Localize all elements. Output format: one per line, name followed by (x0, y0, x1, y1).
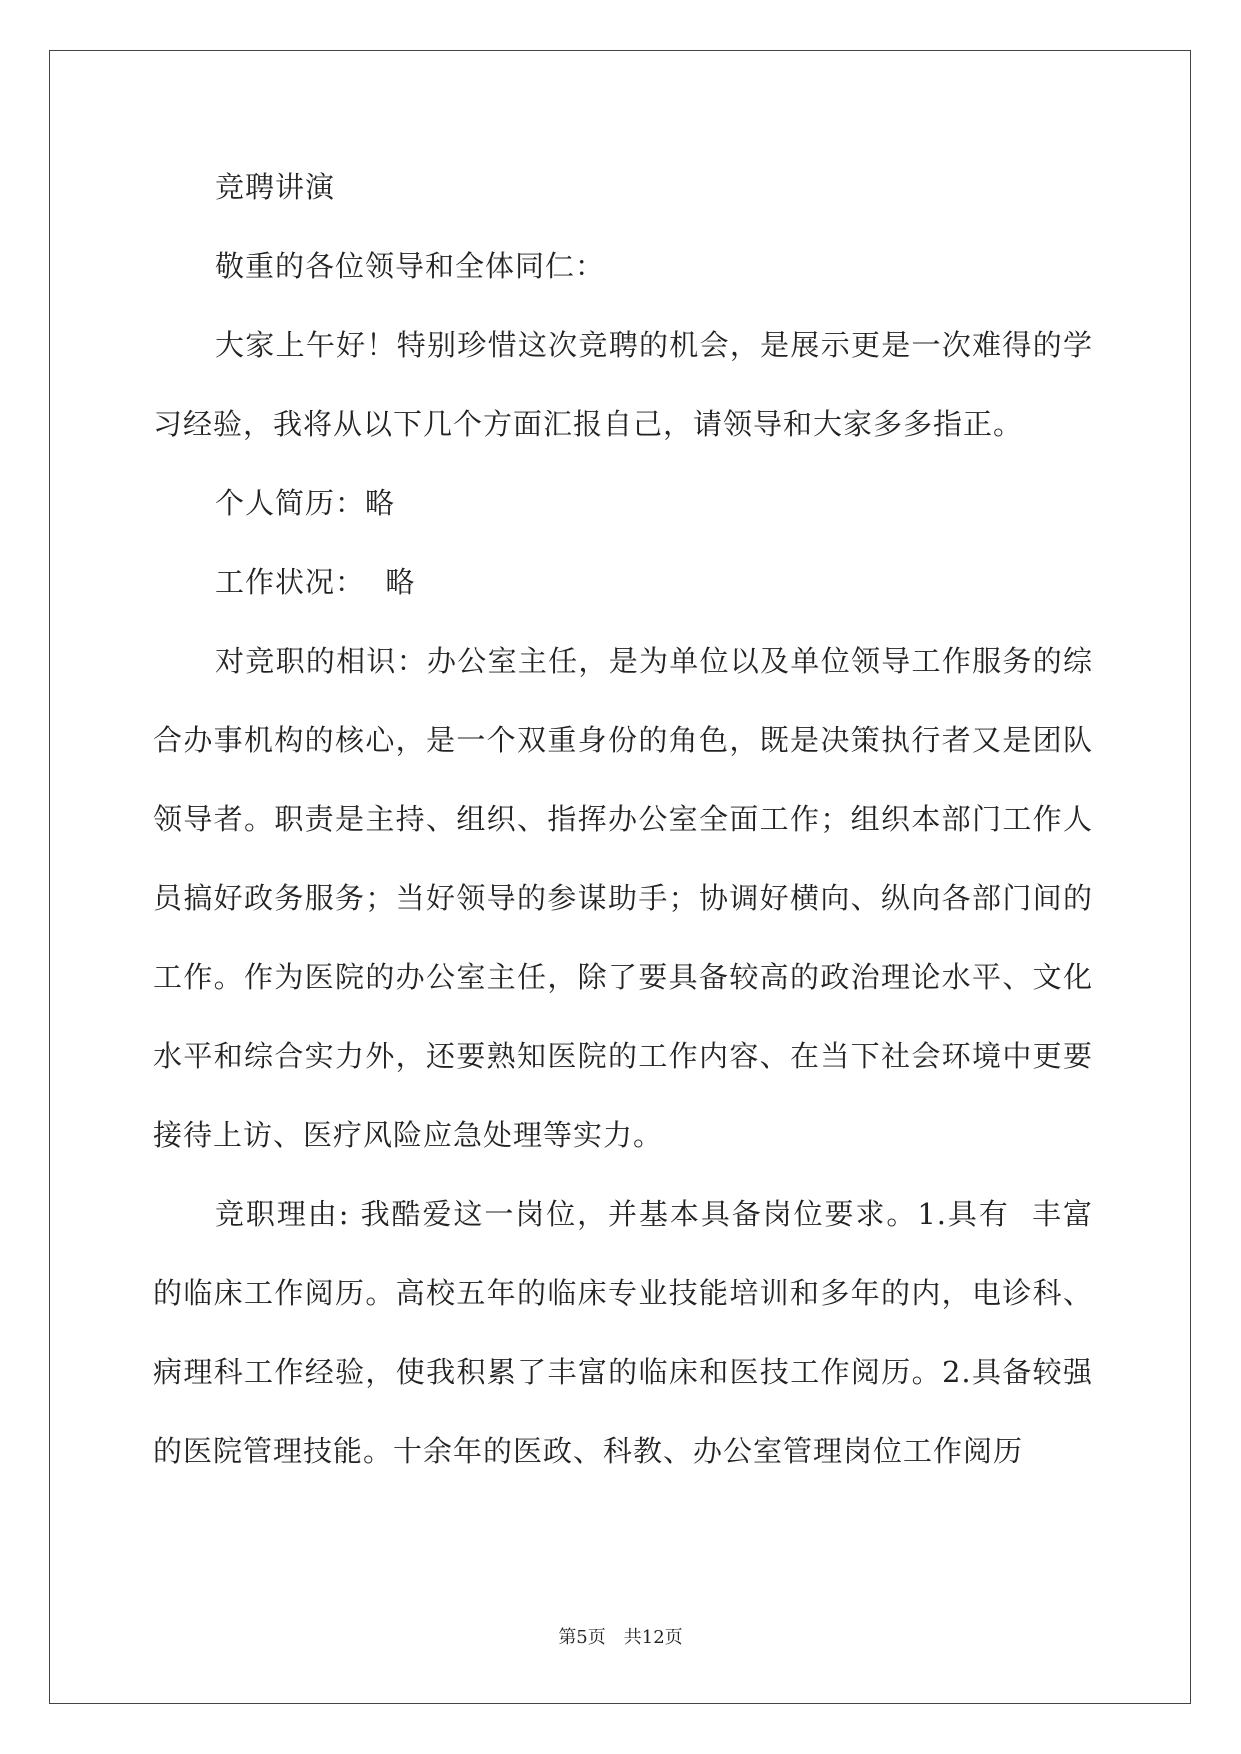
document-title: 竞聘讲演 (215, 170, 336, 204)
paragraph-resume: 个人简历：略 (215, 486, 396, 520)
document-body (153, 148, 1093, 1491)
paragraph-understanding: 对竞职的相识：办公室主任，是为单位以及单位领导工作服务的综合办事机构的核心，是一个双重身份的角色，既是决策执行者又是团队领导者。职责是主持、组织、指挥办公室全面工作；组织本部门工作人员搞好政务服务；当好领导的参谋助手；协调好横向、纵向各部门间的工作。作为医院的办公室主任，除了要具备较高的政治理论水平、文化水平和综合实力外，还要熟知医院的工作内容、在当下社会环境中更要接待上访、医疗风险应急处理等实力。 (153, 644, 1093, 1152)
paragraph-work-status: 工作状况： 略 (215, 565, 416, 599)
page-footer (0, 1623, 1241, 1649)
page-number: 第5页 (558, 1627, 606, 1648)
paragraph-reasons: 竞职理由: 我酷爱这一岗位，并基本具备岗位要求。1.具有 丰富的临床工作阅历。高校五年的临床专业技能培训和多年的内，电诊科、病理科工作经验，使我积累了丰富的临床和医技工作阅历。2.具备较强的医院管理技能。十余年的医政、科教、办公室管理岗位工作阅历 (153, 1197, 1093, 1468)
salutation: 敬重的各位领导和全体同仁： (215, 249, 606, 283)
page-total: 共12页 (623, 1627, 683, 1648)
paragraph-greeting: 大家上午好！特别珍惜这次竞聘的机会，是展示更是一次难得的学习经验，我将从以下几个方面汇报自己，请领导和大家多多指正。 (153, 328, 1093, 441)
